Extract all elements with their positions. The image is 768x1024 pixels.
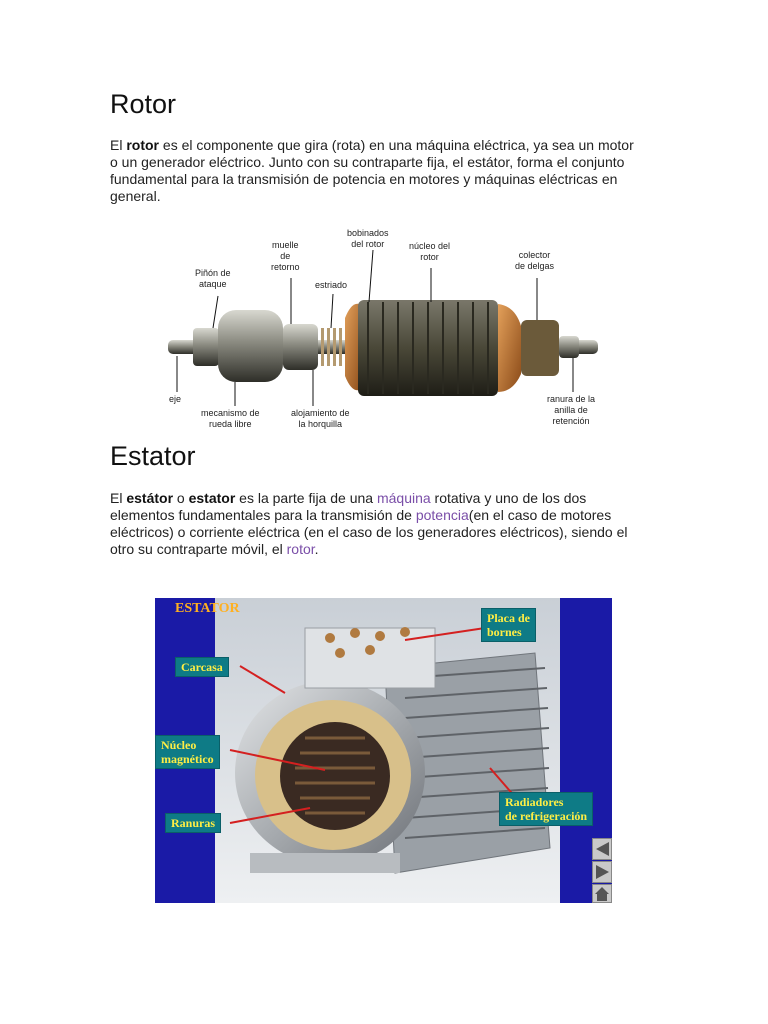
label-radiadores <box>499 792 593 826</box>
windings-right <box>498 304 521 392</box>
label-line: de delgas <box>515 261 555 271</box>
label-nucleo-magnetico <box>155 735 220 769</box>
text-run: es el componente que gira (rota) en una máquina eléctrica, ya sea un motor o un generador eléctrico. Junto con su contraparte fija, el estátor, forma el conjunto fundamental para la transmisión de potencia en motores y máquinas eléctricas en general. <box>110 137 634 204</box>
mount-foot <box>250 853 400 873</box>
label-line: magnético <box>161 752 214 766</box>
label-line: la horquilla <box>298 419 343 429</box>
text-run: o <box>173 490 189 506</box>
label-line: rueda libre <box>209 419 252 429</box>
label-pinon <box>195 268 231 290</box>
label-mecanismo <box>201 408 260 430</box>
estator-paragraph <box>110 490 640 558</box>
text-run: (en el caso de motores eléctricos) o corriente eléctrica (en el caso de los generadores eléctricos), siendo el otro su contraparte móvil, el <box>110 507 628 557</box>
label-placa-bornes <box>481 608 536 642</box>
label-line: bobinados <box>347 228 389 238</box>
commutator <box>521 320 559 376</box>
link-maquina[interactable]: máquina <box>376 490 431 506</box>
label-line: del rotor <box>351 239 385 249</box>
text-run: . <box>314 541 319 557</box>
label-line: colector <box>518 250 551 260</box>
triangle-right-icon <box>593 862 611 882</box>
label-line: de refrigeración <box>505 809 588 823</box>
nav-home-button[interactable] <box>592 884 612 903</box>
rotor-heading: Rotor <box>110 89 177 119</box>
spring <box>283 324 318 370</box>
text-run: rotativa y uno de los dos elementos fundamentales para la transmisión de <box>110 490 587 523</box>
label-line: núcleo del <box>409 241 451 251</box>
rotor-figure <box>163 228 608 434</box>
clutch-housing <box>218 310 283 382</box>
label-ranuras: Ranuras <box>165 813 221 833</box>
label-line: ataque <box>199 279 227 289</box>
label-carcasa: Carcasa <box>175 657 229 677</box>
estator-heading: Estator <box>110 441 196 471</box>
label-line: ranura de la <box>547 394 596 404</box>
label-line: rotor <box>420 252 439 262</box>
link-rotor[interactable]: rotor <box>286 541 315 557</box>
label-line: alojamiento de <box>291 408 350 418</box>
label-line: Núcleo <box>161 738 197 752</box>
rotor-term: rotor <box>126 137 160 153</box>
terminal-box <box>305 628 435 688</box>
triangle-left-icon <box>593 839 611 859</box>
estator-figure <box>155 598 612 903</box>
label-colector <box>515 250 554 272</box>
estator-term: estátor <box>126 490 174 506</box>
label-line: Placa de <box>487 611 530 625</box>
label-nucleo <box>409 241 450 263</box>
pinion <box>193 328 219 366</box>
label-line: muelle <box>272 240 299 250</box>
label-line: Radiadores <box>505 795 564 809</box>
text-run: es la parte fija de una <box>235 490 377 506</box>
label-bobinados <box>347 228 389 250</box>
label-line: de <box>280 251 291 261</box>
rotor-paragraph <box>110 137 640 205</box>
label-eje: eje <box>169 394 182 404</box>
estator-term-alt: estator <box>188 490 236 506</box>
label-muelle <box>271 240 300 273</box>
home-icon <box>593 885 611 903</box>
estator-figure-title: ESTATOR <box>175 601 240 616</box>
estator-illustration <box>155 598 612 903</box>
text-run: El <box>110 490 127 506</box>
link-potencia[interactable]: potencia <box>415 507 469 523</box>
label-line: anilla de <box>554 405 588 415</box>
label-ranura <box>547 394 595 427</box>
label-line: retención <box>552 416 590 426</box>
nav-back-button[interactable] <box>592 838 612 860</box>
label-line: retorno <box>271 262 300 272</box>
label-alojamiento <box>291 408 350 430</box>
label-line: Piñón de <box>195 268 231 278</box>
label-line: bornes <box>487 625 522 639</box>
label-estriado: estriado <box>315 280 348 290</box>
label-line: mecanismo de <box>201 408 260 418</box>
text-run: El <box>110 137 127 153</box>
nav-forward-button[interactable] <box>592 861 612 883</box>
